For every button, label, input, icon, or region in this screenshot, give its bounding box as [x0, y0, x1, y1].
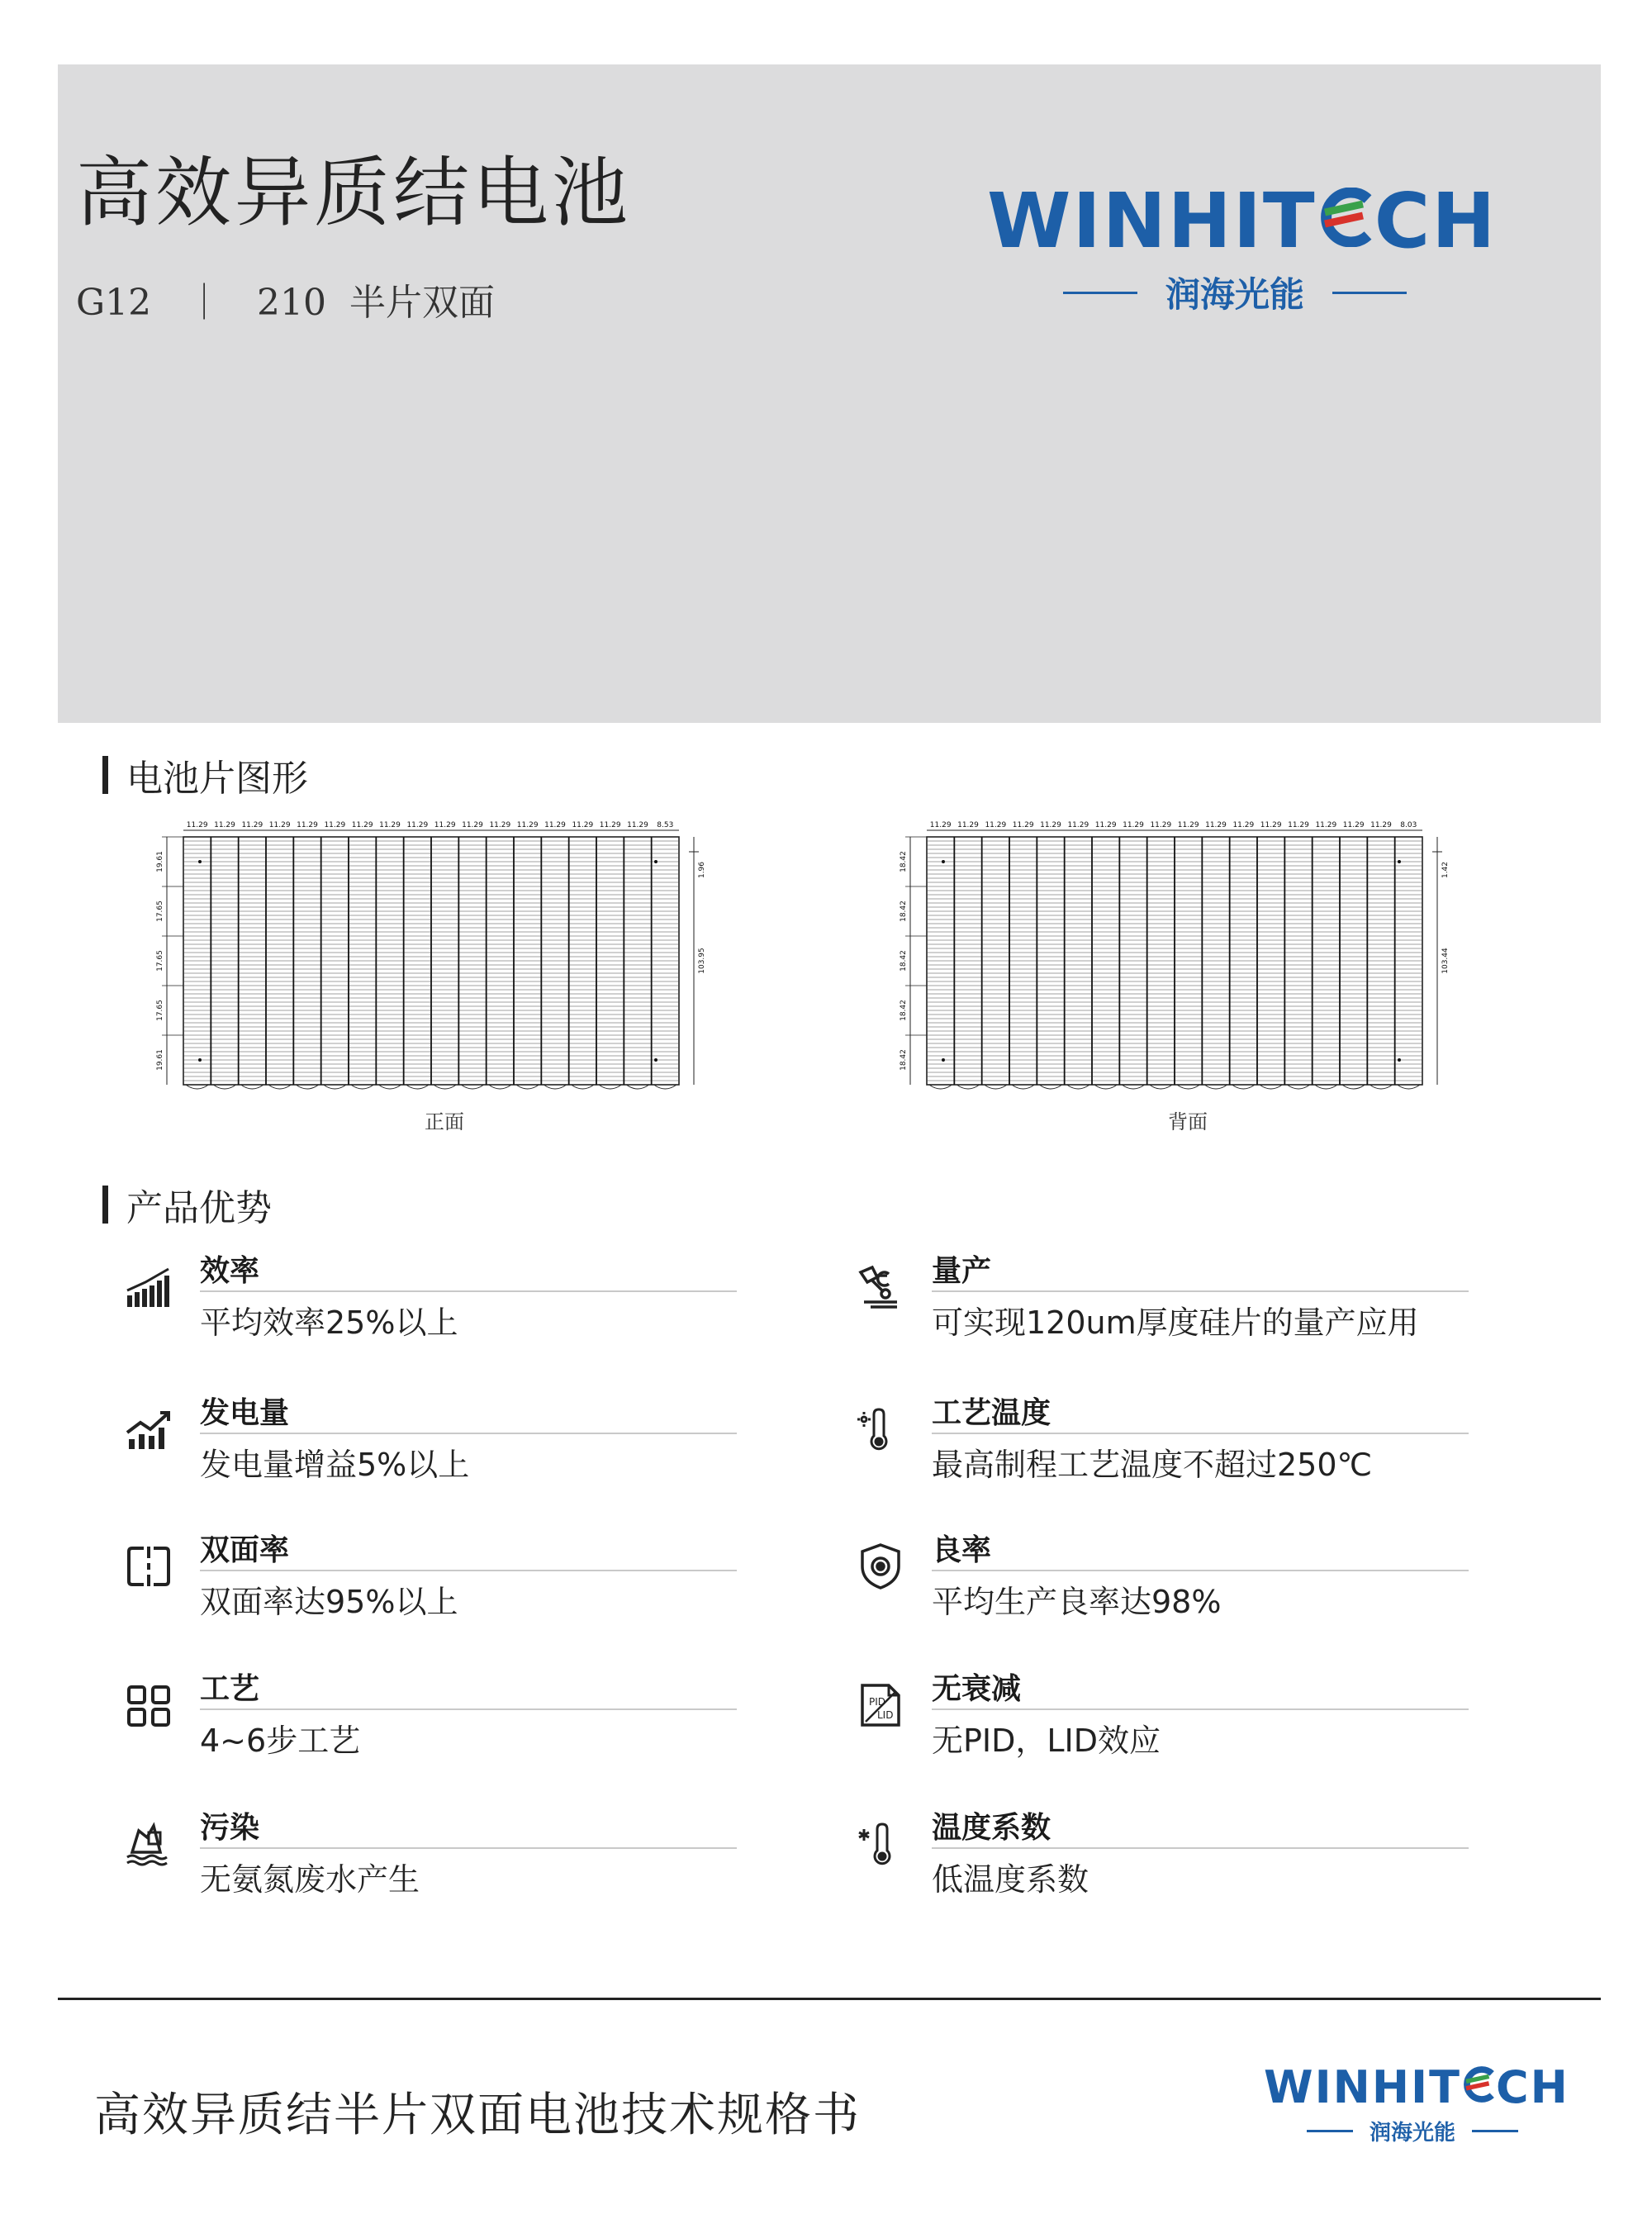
pitch-label: 11.29 [929, 821, 952, 829]
pitch-label: 11.29 [268, 821, 291, 829]
brand-cn [1264, 2116, 1561, 2146]
left-dimension-label: 18.42 [900, 1049, 908, 1071]
water-pollution-icon [124, 1819, 173, 1869]
alignment-mark [654, 860, 657, 863]
feature-no-degradation [856, 1666, 1483, 1759]
pitch-label: 11.29 [599, 821, 621, 829]
alignment-mark [198, 1058, 202, 1062]
growth-chart-icon [124, 1404, 173, 1454]
pitch-label: 11.29 [1067, 821, 1089, 829]
footer-divider [58, 1998, 1601, 2000]
feature-mass-production [856, 1247, 1483, 1341]
shield-target-icon [856, 1542, 905, 1591]
brand-e-mark-icon [1461, 2066, 1496, 2103]
alignment-mark [1398, 1058, 1401, 1062]
page-subtitle: G12 ｜ 210 半片双面 [76, 282, 496, 324]
feature-process-temperature [856, 1390, 1483, 1483]
alignment-mark [942, 860, 945, 863]
feature-title: 无衰减 [932, 1672, 1022, 1706]
feature-desc: 可实现120um厚度硅片的量产应用 [932, 1304, 1419, 1341]
feature-generation [124, 1390, 752, 1483]
left-dimension-label: 19.61 [156, 851, 164, 872]
pid-label: PID [869, 1696, 886, 1708]
feature-title: 温度系数 [932, 1811, 1051, 1845]
pitch-label: 11.29 [406, 821, 429, 829]
pitch-label: 11.29 [1123, 821, 1144, 829]
pitch-label: 11.29 [186, 821, 208, 829]
feature-efficiency [124, 1247, 752, 1341]
feature-desc: 无PID，LID效应 [932, 1723, 1161, 1759]
section-cell-drawing [102, 748, 308, 801]
alignment-mark [1398, 860, 1401, 863]
page-title: 高效异质结电池 [76, 149, 632, 237]
feature-desc: 最高制程工艺温度不超过250℃ [932, 1447, 1373, 1483]
footer-title: 高效异质结半片双面电池技术规格书 [94, 2089, 861, 2142]
pitch-label: 11.29 [572, 821, 594, 829]
left-dimension-label: 17.65 [156, 901, 164, 922]
pitch-label: 11.29 [1315, 821, 1337, 829]
section-title: 电池片图形 [126, 758, 308, 800]
feature-title: 良率 [932, 1533, 992, 1567]
feature-title: 污染 [200, 1811, 260, 1845]
feature-title: 发电量 [200, 1396, 290, 1430]
pitch-label: 11.29 [1342, 821, 1365, 829]
right-height-label: 103.44 [1441, 948, 1450, 974]
thermometer-snow-icon [856, 1819, 905, 1869]
pitch-label: 11.29 [462, 821, 483, 829]
left-dimension-label: 18.42 [900, 950, 908, 972]
pitch-label: 8.03 [1400, 821, 1417, 829]
footer-brand-logo [1264, 2061, 1569, 2146]
pitch-label: 11.29 [489, 821, 511, 829]
feature-desc: 4~6步工艺 [200, 1723, 361, 1759]
pitch-label: 11.29 [1288, 821, 1309, 829]
pitch-label: 11.29 [516, 821, 539, 829]
feature-desc: 无氨氮废水产生 [200, 1861, 420, 1898]
pitch-label: 11.29 [1012, 821, 1034, 829]
pitch-label: 11.29 [1370, 821, 1392, 829]
front-caption: 正面 [425, 1110, 464, 1133]
feature-title: 工艺 [200, 1672, 260, 1706]
right-top-label: 1.42 [1441, 861, 1450, 879]
pitch-label: 11.29 [379, 821, 401, 829]
pitch-label: 11.29 [1177, 821, 1199, 829]
brand-cn-text: 润海光能 [1369, 2121, 1455, 2146]
feature-desc: 双面率达95%以上 [200, 1584, 458, 1620]
pitch-label: 11.29 [544, 821, 566, 829]
pitch-label: 11.29 [324, 821, 346, 829]
front-cell-drawing [149, 814, 727, 1103]
bifacial-panel-icon [124, 1542, 173, 1591]
pitch-label: 11.29 [957, 821, 979, 829]
left-dimension-label: 18.42 [900, 901, 908, 922]
pitch-label: 11.29 [297, 821, 318, 829]
pitch-label: 11.29 [351, 821, 373, 829]
feature-desc: 低温度系数 [932, 1861, 1089, 1898]
brand-cn [987, 268, 1483, 317]
feature-yield [856, 1527, 1483, 1618]
pitch-label: 11.29 [214, 821, 235, 829]
left-dimension-label: 17.65 [156, 950, 164, 972]
left-dimension-label: 19.61 [156, 1049, 164, 1071]
process-grid-icon [124, 1680, 173, 1730]
feature-desc: 平均效率25%以上 [200, 1304, 458, 1341]
alignment-mark [942, 1058, 945, 1062]
feature-desc: 发电量增益5%以上 [200, 1447, 470, 1483]
brand-wordmark: WINHIT CH [987, 177, 1498, 265]
brand-wordmark: WINHIT CH [1264, 2061, 1569, 2113]
pitch-label: 8.53 [657, 821, 674, 829]
pitch-label: 11.29 [627, 821, 648, 829]
section-advantages [102, 1178, 272, 1231]
pitch-label: 11.29 [1040, 821, 1061, 829]
thermometer-sun-icon [856, 1404, 905, 1454]
left-dimension-label: 18.42 [900, 1000, 908, 1021]
pitch-label: 11.29 [241, 821, 263, 829]
pitch-label: 11.29 [1260, 821, 1282, 829]
right-height-label: 103.95 [698, 948, 706, 974]
pitch-label: 11.29 [1094, 821, 1117, 829]
feature-temperature-coefficient [856, 1804, 1483, 1898]
pid-lid-doc-icon [856, 1680, 905, 1730]
pitch-label: 11.29 [1150, 821, 1172, 829]
robot-arm-icon [856, 1262, 905, 1312]
brand-cn-text: 润海光能 [1165, 274, 1304, 315]
pitch-label: 11.29 [985, 821, 1007, 829]
lid-label: LID [877, 1709, 894, 1721]
feature-title: 双面率 [200, 1533, 290, 1567]
brand-logo [987, 177, 1498, 317]
back-caption: 背面 [1168, 1110, 1208, 1133]
pitch-label: 11.29 [1205, 821, 1227, 829]
efficiency-bars-icon [124, 1262, 173, 1312]
pitch-label: 11.29 [1232, 821, 1255, 829]
alignment-mark [654, 1058, 657, 1062]
alignment-mark [198, 860, 202, 863]
feature-title: 效率 [200, 1254, 260, 1288]
section-title: 产品优势 [126, 1187, 272, 1229]
left-dimension-label: 18.42 [900, 851, 908, 872]
feature-process [124, 1666, 752, 1759]
brand-e-mark-icon [1317, 188, 1374, 247]
feature-desc: 平均生产良率达98% [932, 1584, 1222, 1620]
feature-title: 工艺温度 [932, 1396, 1051, 1430]
pitch-label: 11.29 [434, 821, 456, 829]
feature-pollution [124, 1804, 752, 1898]
left-dimension-label: 17.65 [156, 1000, 164, 1021]
back-cell-drawing [892, 814, 1470, 1103]
feature-title: 量产 [932, 1254, 992, 1288]
feature-bifaciality [124, 1527, 752, 1618]
right-top-label: 1.96 [698, 861, 706, 879]
